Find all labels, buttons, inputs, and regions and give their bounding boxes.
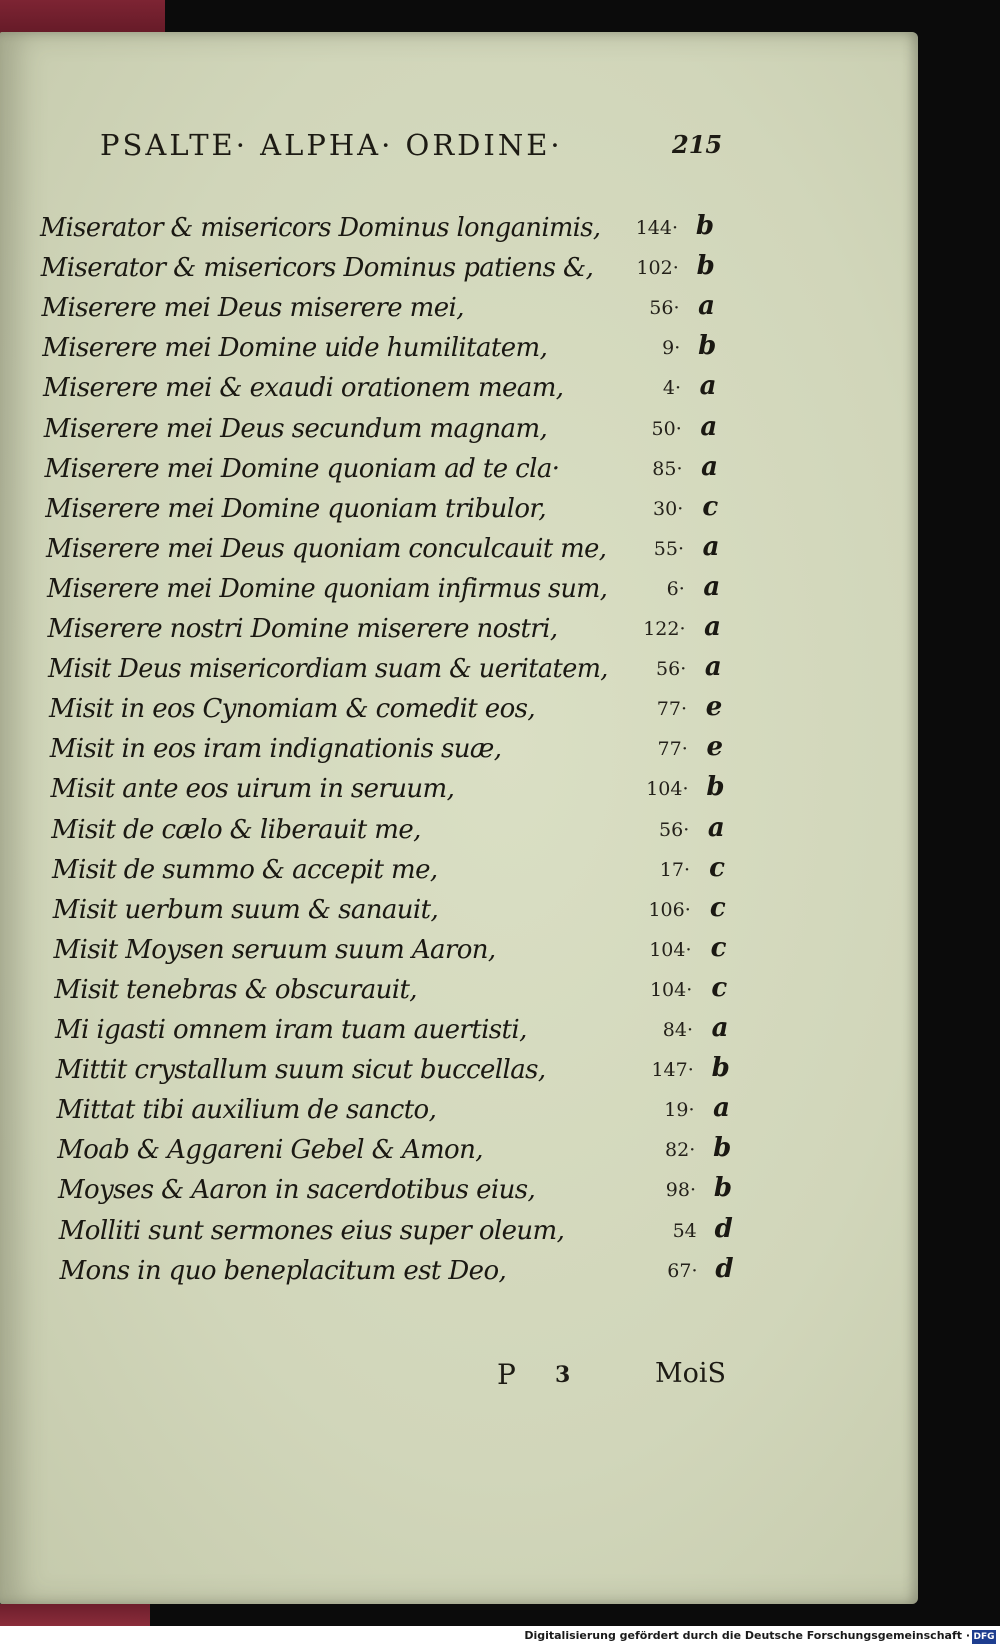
entry-psalm-number: 56· — [656, 658, 687, 681]
funding-note: Digitalisierung gefördert durch die Deutsche Forschungsgemeinschaft · — [524, 1629, 970, 1642]
index-entry — [59, 1211, 779, 1251]
book-page — [0, 32, 918, 1604]
index-entry — [53, 890, 773, 930]
entry-verse-letter: b — [698, 331, 717, 362]
entry-psalm-number: 55· — [653, 537, 684, 560]
entry-incipit: Miserere mei & exaudi orationem meam, — [43, 373, 564, 404]
index-entry — [51, 810, 771, 850]
entry-verse-letter: a — [701, 451, 718, 482]
entry-incipit: Miserere nostri Domine miserere nostri, — [47, 614, 558, 644]
entry-incipit: Miserere mei Domine quoniam tribulor, — [45, 493, 547, 524]
entry-incipit: Misit in eos iram indignationis suæ, — [49, 734, 502, 765]
entry-incipit: Misit de cælo & liberauit me, — [51, 814, 421, 845]
entry-psalm-number: 104· — [649, 938, 692, 961]
entry-incipit: Moyses & Aaron in sacerdotibus eius, — [58, 1175, 536, 1206]
entry-incipit: Miserere mei Deus quoniam conculcauit me, — [46, 533, 607, 564]
entry-verse-letter: a — [707, 812, 725, 843]
running-head: PSALTE· ALPHA· ORDINE· — [100, 128, 563, 162]
entry-psalm-number: 84· — [662, 1019, 693, 1041]
entry-incipit: Miserere mei Deus secundum magnam, — [43, 413, 548, 444]
index-entry — [42, 328, 762, 368]
entry-verse-letter: a — [700, 411, 718, 442]
catchword: MoiS — [655, 1358, 727, 1389]
index-entry — [49, 689, 769, 729]
entry-verse-letter: e — [705, 692, 723, 723]
index-entry — [45, 449, 765, 489]
index-entry — [41, 248, 761, 288]
entry-incipit: Mi igasti omnem iram tuam auertisti, — [55, 1015, 527, 1045]
entry-psalm-number: 122· — [643, 618, 686, 640]
binding-edge-bottom — [0, 1604, 150, 1626]
entry-verse-letter: b — [711, 1053, 730, 1084]
signature-number: 3 — [555, 1362, 571, 1388]
index-entry — [40, 208, 760, 248]
entry-incipit: Misit in eos Cynomiam & comedit eos, — [49, 694, 536, 725]
entry-incipit: Miserere mei Domine uide humilitatem, — [42, 333, 548, 364]
index-entry — [45, 489, 765, 529]
entry-psalm-number: 147· — [651, 1059, 694, 1082]
entry-psalm-number: 144· — [635, 217, 678, 239]
entry-incipit: Misit tenebras & obscurauit, — [54, 974, 417, 1005]
entry-verse-letter: a — [702, 531, 720, 562]
entry-verse-letter: c — [702, 491, 719, 522]
entry-psalm-number: 56· — [649, 297, 680, 320]
index-entry — [47, 569, 767, 609]
index-entry — [56, 1050, 776, 1090]
entry-psalm-number: 77· — [656, 698, 687, 721]
entry-verse-letter: d — [714, 1213, 733, 1244]
entry-psalm-number: 82· — [665, 1139, 696, 1162]
index-entry — [51, 769, 771, 809]
entry-psalm-number: 4· — [662, 377, 681, 400]
entry-psalm-number: 6· — [666, 577, 685, 600]
entry-psalm-number: 106· — [648, 898, 691, 921]
entry-psalm-number: 19· — [664, 1099, 695, 1122]
entry-verse-letter: a — [704, 652, 722, 683]
entry-verse-letter: e — [706, 732, 724, 763]
entry-psalm-number: 104· — [649, 978, 693, 1001]
index-entry — [48, 649, 768, 689]
entry-verse-letter: b — [713, 1173, 733, 1204]
entry-incipit: Molliti sunt sermones eius super oleum, — [58, 1215, 565, 1246]
entry-psalm-number: 98· — [665, 1179, 696, 1202]
index-entry — [48, 609, 768, 649]
index-entry — [58, 1170, 778, 1210]
entry-psalm-number: 102· — [636, 257, 679, 280]
entry-psalm-number: 17· — [659, 858, 690, 881]
index-entry — [42, 288, 762, 328]
entry-incipit: Miserere mei Deus miserere mei, — [41, 293, 464, 324]
entry-verse-letter: a — [699, 371, 717, 402]
entry-incipit: Miserere mei Domine quoniam infirmus sum, — [46, 573, 607, 604]
entry-incipit: Mittat tibi auxilium de sancto, — [56, 1095, 437, 1126]
dfg-logo: DFG — [973, 1632, 995, 1642]
entry-incipit: Mons in quo beneplacitum est Deo, — [59, 1255, 507, 1286]
entry-psalm-number: 9· — [662, 337, 681, 360]
entry-verse-letter: a — [713, 1093, 730, 1124]
entry-incipit: Misit ante eos uirum in seruum, — [50, 774, 455, 805]
index-entry — [57, 1090, 777, 1130]
entry-incipit: Miserator & misericors Dominus patiens &, — [40, 253, 594, 284]
entry-psalm-number: 77· — [657, 738, 688, 761]
entry-incipit: Miserere mei Domine quoniam ad te cla· — [44, 453, 560, 484]
entry-psalm-number: 67· — [667, 1259, 698, 1282]
entry-incipit: Miserator & misericors Dominus longanimis, — [40, 213, 601, 243]
entry-verse-letter: c — [710, 932, 727, 963]
psalm-index-list — [0, 32, 918, 1604]
entry-incipit: Misit de summo & accepit me, — [52, 854, 438, 885]
entry-incipit: Misit Deus misericordiam suam & ueritatem, — [48, 654, 609, 685]
index-entry — [43, 368, 763, 408]
entry-psalm-number: 30· — [653, 497, 684, 520]
entry-psalm-number: 85· — [652, 457, 683, 480]
entry-verse-letter: b — [713, 1133, 732, 1164]
index-entry — [46, 529, 766, 569]
entry-verse-letter: c — [709, 852, 725, 883]
entry-psalm-number: 104· — [646, 778, 689, 801]
index-entry — [60, 1251, 780, 1291]
index-entry — [44, 409, 764, 449]
index-entry — [52, 850, 772, 890]
index-entry — [57, 1130, 777, 1170]
entry-incipit: Misit Moysen seruum suum Aaron, — [53, 934, 496, 965]
entry-incipit: Moab & Aggareni Gebel & Amon, — [57, 1135, 483, 1166]
entry-verse-letter: d — [715, 1253, 734, 1284]
entry-psalm-number: 56· — [659, 818, 690, 841]
entry-verse-letter: b — [696, 251, 715, 282]
entry-verse-letter: a — [704, 612, 721, 642]
index-entry — [55, 1010, 775, 1050]
digitization-footer — [0, 1626, 1000, 1649]
entry-verse-letter: b — [706, 772, 725, 803]
entry-verse-letter: c — [709, 892, 726, 923]
entry-verse-letter: b — [695, 211, 715, 241]
entry-incipit: Mittit crystallum suum sicut buccellas, — [55, 1055, 546, 1086]
entry-psalm-number: 54 — [672, 1219, 697, 1242]
index-entry — [54, 970, 774, 1010]
index-entry — [54, 930, 774, 970]
entry-verse-letter: c — [711, 972, 728, 1003]
page-content — [0, 32, 918, 1604]
entry-psalm-number: 50· — [651, 417, 682, 440]
index-entry — [50, 729, 770, 769]
entry-verse-letter: a — [711, 1013, 729, 1043]
entry-verse-letter: a — [698, 291, 715, 322]
entry-verse-letter: a — [703, 571, 721, 602]
signature-mark: P — [497, 1358, 516, 1391]
folio-number: 215 — [672, 130, 723, 159]
entry-incipit: Misit uerbum suum & sanauit, — [52, 894, 439, 925]
